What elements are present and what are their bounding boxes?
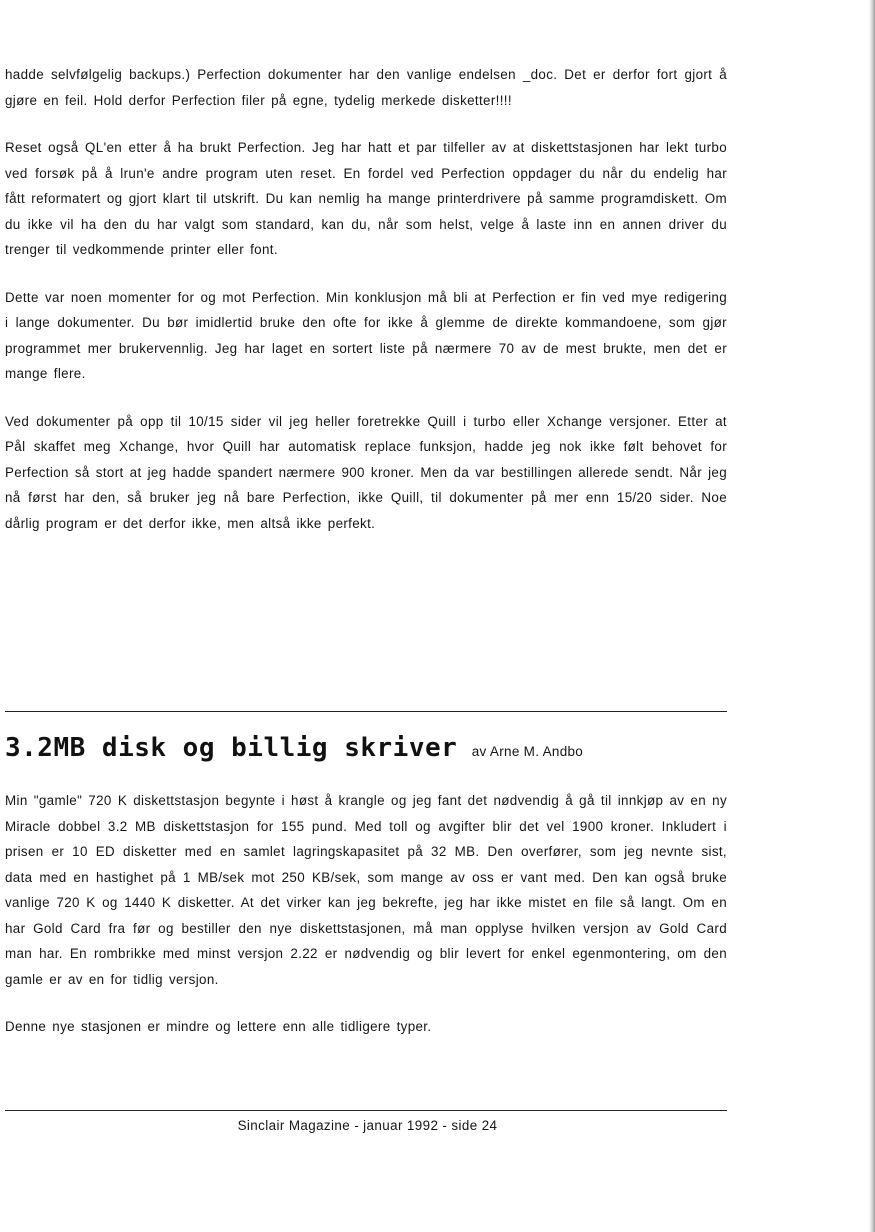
paragraph-miracle-drive: Min "gamle" 720 K diskettstasjon begynte i høst å krangle og jeg fant det nødvendig å gå til innkjøp av en ny Miracle dobbel 3.2 MB diskettstasjon for 155 pund. Med toll og avgifter blir det vel 1900 kroner. Inkludert i prisen er 10 ED disketter med en samlet lagringskapasitet på 32 MB. Den overfører, som jeg nevnte sist, data med en hastighet på 1 MB/sek mot 250 KB/sek, som mange av oss er vant med. Den kan også bruke vanlige 720 K og 1440 K disketter. At det virker kan jeg bekrefte, jeg har ikke mistet en file så langt. Om en har Gold Card fra før og bestiller den nye diskettstasjonen, må man opplyse hvilken versjon av Gold Card man har. En rombrikke med minst versjon 2.22 er nødvendig og blir levert for enkel egenmontering, om den gamle er av en for tidlig versjon.: [5, 793, 727, 987]
scan-edge-shadow: [869, 0, 875, 1232]
paragraph-conclusion: Dette var noen momenter for og mot Perfection. Min konklusjon må bli at Perfection er fin ved mye redigering i lange dokumenter. Du bør imidlertid bruke den ofte for ikke å glemme de direkte kommandoene, som gjør programmet mer brukervennlig. Jeg har laget en sortert liste på nærmere 70 av de mest brukte, men det er mange flere.: [5, 289, 727, 381]
page-footer: Sinclair Magazine - januar 1992 - side 24: [237, 1118, 498, 1133]
paragraph-backups: hadde selvfølgelig backups.) Perfection dokumenter har den vanlige endelsen _doc. Det er derfor fort gjort å gjøre en feil. Hold derfor Perfection filer på egne, tydelig merkede disketter!!!!: [5, 67, 727, 108]
section-divider: [5, 711, 727, 712]
article-perfection-review: [5, 62, 727, 558]
paragraph-quill-comparison: Ved dokumenter på opp til 10/15 sider vil jeg heller foretrekke Quill i turbo eller Xchange versjoner. Etter at Pål skaffet meg Xchange, hvor Quill har automatisk replace funksjon, hadde jeg nok ikke følt behovet for Perfection så stort at jeg hadde spandert nærmere 900 kroner. Men da var bestillingen allerede sendt. Når jeg nå først har den, så bruker jeg nå bare Perfection, ikke Quill, til dokumenter på mer enn 15/20 sider. Noe dårlig program er det derfor ikke, men altså ikke perfekt.: [5, 413, 727, 531]
paragraph-reset: Reset også QL'en etter å ha brukt Perfection. Jeg har hatt et par tilfeller av at diskettstasjonen har lekt turbo ved forsøk på å lrun'e andre program uten reset. En fordel ved Perfection oppdager du når du endelig har fått reformatert og gjort klart til utskrift. Du kan nemlig ha mange printerdrivere på samme programdiskett. Om du ikke vil ha den du har valgt som standard, kan du, når som helst, velge å laste inn en annen driver du trenger til vedkommende printer eller font.: [5, 140, 727, 257]
paragraph-smaller-lighter: Denne nye stasjonen er mindre og lettere enn alle tidligere typer.: [5, 1019, 432, 1034]
article-byline: av Arne M. Andbo: [471, 744, 584, 759]
article-heading: [5, 733, 727, 763]
article-title: 3.2MB disk og billig skriver: [5, 733, 458, 763]
article-disk-drive: [5, 788, 727, 1062]
footer-divider: [5, 1110, 727, 1111]
